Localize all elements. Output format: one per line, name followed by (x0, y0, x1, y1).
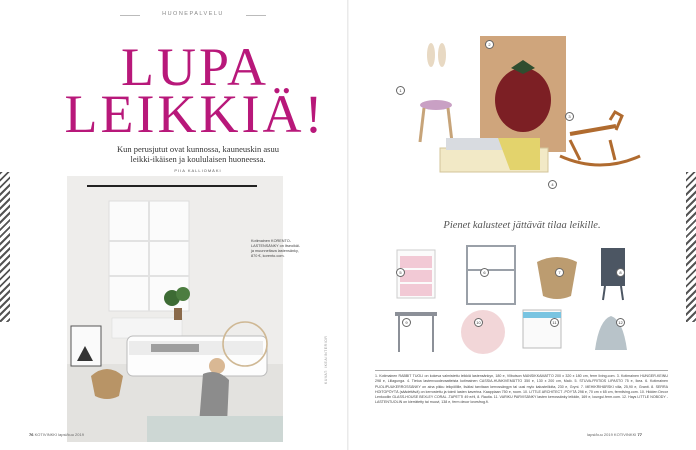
section-rule-right (246, 15, 266, 16)
left-edge-stripes (0, 172, 10, 322)
right-edge-stripes (686, 172, 696, 322)
product-number-11: 11 (550, 318, 559, 327)
product-caption: 1. Kotimainen RABBIT TUOLI on kokeva valmistettu leikkiä lastensänkyn, 180 e, Vilbutson MANSIKKAMATTO 200 x 320 x 180 cm, ferm living.com. 3. Kotimainen HUNGER-KEINU 298 e, Lillagunga. 4. Tietoa lastenvuodevaatteista kotimainen CASSIA-HUNKIVEMÄTTO 350 e, 130 x 200 cm, Maló. 5. STUVA-FRITIDS LIPASTO 75 e, Ikea. 6. Kotimainen PUOLIPUUKERROSSÄNKY on aina pikku leikpöllille, lisäksi tarvitaan kerrossängyn tai uusi mylo kalusteillolta, 230 e, Gryni. 7. MEHIKRIHÄRSKI villa, 25,90 e, Granit. 8. SERRA HOITOPÖYTÄ (säädettävä) on kerrostettu ja toimii lasten kaverina. Kaappiaan 750 e, room. 10. LITTLE ARCHITECT -PÖYTÄ 298 e, 70 cm x 65 cm, fermliving.com. 10. Hidden Decor Lenkooliin GLASS-HOUSE BEXLEY CORAL -TAPETTI 49 e/rll, 8. Rautia. 11. VARIKU PARVISÄNKY lasten kerrossänky leikkiin, 169 e, loungui.ferm.com. 12. Hays LITTLE NOBODY -LASTENTUOLIN on kierrätetty tai muovi, 138 e, ferm decor lovesfrog.fi. (375, 374, 668, 405)
footer-right-date: lapsi/kuu 2019 (587, 432, 613, 437)
product-number-4: 4 (548, 180, 557, 189)
footer-left-date: lapsi/kuu 2019 (58, 432, 84, 437)
photo-caption-line-1: Kotimainen KORENTO- (251, 239, 292, 243)
kids-room-illustration (67, 176, 283, 442)
product-number-5: 5 (396, 268, 405, 277)
subtitle (88, 144, 308, 164)
product-number-3: 3 (565, 112, 574, 121)
photo-credit: KUVAT: IKEA/INTERIOR (324, 335, 328, 384)
subtitle-line-1: Kun perusjutut ovat kunnossa, kauneuskin asuu (117, 144, 279, 154)
product-number-8: 8 (616, 268, 625, 277)
caption-divider (375, 370, 668, 371)
products-subheading: Pienet kalusteet jättävät tilaa leikille. (443, 220, 601, 231)
footer-left-publication: KOTIVINKKI (34, 432, 58, 437)
kids-room-photo (67, 176, 283, 442)
headline-line-2: LEIKKIÄ! (64, 84, 326, 144)
product-number-12: 12 (616, 318, 625, 327)
footer-right-publication: KOTIVINKKI (613, 432, 637, 437)
product-number-10: 10 (474, 318, 483, 327)
product-number-1: 1 (396, 86, 405, 95)
page-gutter (347, 0, 349, 450)
photo-caption-line-2: LASTENSÄNKY on Itseoikäi- (251, 244, 301, 248)
headline-line-1: LUPA (120, 37, 270, 97)
product-grid-illustration (385, 240, 675, 365)
footer-left-page: 76 (29, 432, 34, 437)
product-number-2: 2 (485, 40, 494, 49)
product-number-6: 6 (480, 268, 489, 277)
photo-caption-line-4: 870 €, korento.com. (251, 254, 285, 258)
photo-caption-line-3: ja muunneltava lastensänky, (251, 249, 299, 253)
photo-caption (251, 239, 303, 259)
product-number-7: 7 (555, 268, 564, 277)
footer-right-page: 77 (637, 432, 642, 437)
hero-products-illustration (400, 30, 690, 190)
section-label: HUONEPALVELU (162, 11, 224, 17)
subtitle-line-2: leikki-ikäisen ja koululaisen huoneessa. (130, 154, 266, 164)
section-rule-left (120, 15, 140, 16)
byline: PIIA KALLIOMÄKI (174, 168, 222, 173)
product-number-9: 9 (402, 318, 411, 327)
footer-right (587, 432, 642, 437)
footer-left (29, 432, 84, 437)
